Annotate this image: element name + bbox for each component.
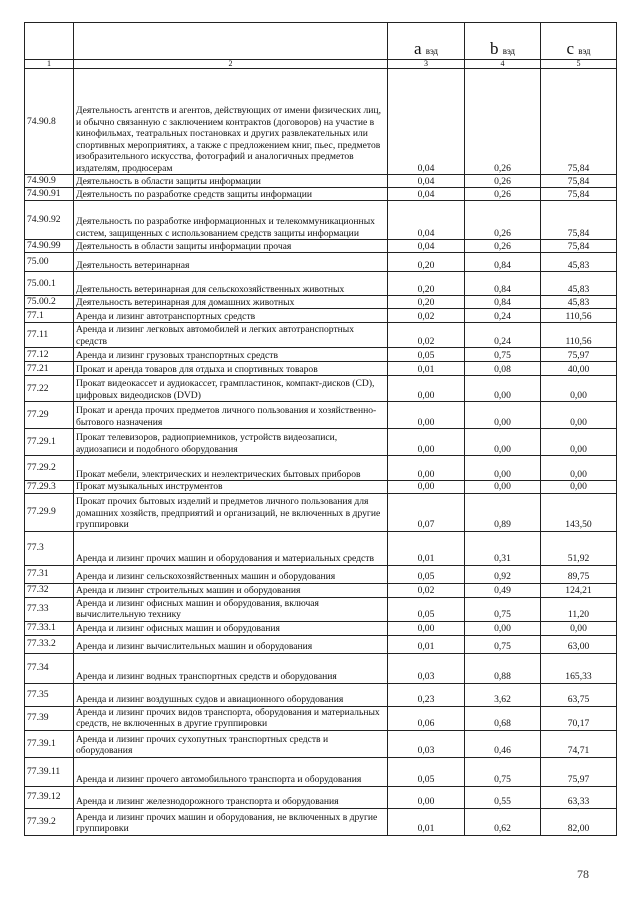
description-cell: Аренда и лизинг прочих видов транспорта, оборудования и материальных средств, не включенных в другие группировки [74, 706, 388, 730]
description-cell: Аренда и лизинг автотранспортных средств [74, 309, 388, 323]
code-cell: 77.12 [25, 348, 74, 362]
description-cell: Аренда и лизинг воздушных судов и авиационного оборудования [74, 683, 388, 706]
value-b-cell: 0,92 [465, 565, 541, 583]
code-cell: 77.39.11 [25, 757, 74, 786]
description-cell: Прокат телевизоров, радиоприемников, устройств видеозаписи, аудиозаписи и подобного оборудования [74, 429, 388, 456]
value-a-cell: 0,00 [388, 481, 465, 494]
value-c-cell: 75,84 [541, 240, 617, 253]
value-c-cell: 40,00 [541, 362, 617, 376]
code-cell: 77.39.1 [25, 730, 74, 757]
value-c-cell: 74,71 [541, 730, 617, 757]
value-b-cell: 0,00 [465, 376, 541, 402]
value-a-cell: 0,04 [388, 240, 465, 253]
table-row [25, 456, 617, 481]
value-c-cell: 89,75 [541, 565, 617, 583]
value-c-cell: 75,84 [541, 188, 617, 201]
table-row [25, 240, 617, 253]
code-cell: 75.00 [25, 253, 74, 272]
value-b-cell: 0,00 [465, 481, 541, 494]
code-cell: 74.90.8 [25, 69, 74, 175]
value-a-cell: 0,07 [388, 493, 465, 531]
description-cell: Аренда и лизинг легковых автомобилей и легких автотранспортных средств [74, 323, 388, 348]
description-cell: Прокат прочих бытовых изделий и предметов личного пользования для домашних хозяйств, предприятий и организаций, не включенных в другие группировки [74, 493, 388, 531]
value-c-cell: 75,97 [541, 348, 617, 362]
value-b-cell: 0,26 [465, 240, 541, 253]
code-cell: 77.39.12 [25, 786, 74, 808]
value-b-cell: 0,55 [465, 786, 541, 808]
value-a-cell: 0,20 [388, 272, 465, 296]
value-a-cell: 0,00 [388, 402, 465, 429]
value-b-cell: 0,26 [465, 201, 541, 240]
value-b-cell: 0,00 [465, 402, 541, 429]
value-a-cell: 0,03 [388, 730, 465, 757]
value-a-cell: 0,00 [388, 429, 465, 456]
value-b-cell: 0,00 [465, 456, 541, 481]
table-row [25, 757, 617, 786]
value-c-cell: 0,00 [541, 621, 617, 635]
table-row [25, 786, 617, 808]
value-b-cell: 3,62 [465, 683, 541, 706]
value-c-cell: 75,84 [541, 175, 617, 188]
value-c-cell: 75,84 [541, 69, 617, 175]
value-a-cell: 0,04 [388, 175, 465, 188]
header-row [25, 23, 617, 60]
code-cell: 77.32 [25, 583, 74, 597]
value-a-cell: 0,04 [388, 201, 465, 240]
header-col-b: b вэд [465, 23, 541, 60]
code-cell: 77.29.1 [25, 429, 74, 456]
code-cell: 77.35 [25, 683, 74, 706]
value-c-cell: 110,56 [541, 323, 617, 348]
description-cell: Аренда и лизинг прочих машин и оборудования и материальных средств [74, 531, 388, 565]
col-number: 3 [388, 60, 465, 69]
value-b-cell: 0,00 [465, 621, 541, 635]
value-a-cell: 0,20 [388, 296, 465, 309]
header-col-c: c вэд [541, 23, 617, 60]
value-b-cell: 0,84 [465, 296, 541, 309]
table-row [25, 296, 617, 309]
value-b-cell: 0,49 [465, 583, 541, 597]
code-cell: 77.3 [25, 531, 74, 565]
header-code-cell [25, 23, 74, 60]
description-cell: Прокат и аренда товаров для отдыха и спортивных товаров [74, 362, 388, 376]
value-b-cell: 0,26 [465, 69, 541, 175]
description-cell: Деятельность по разработке средств защиты информации [74, 188, 388, 201]
description-cell: Аренда и лизинг вычислительных машин и оборудования [74, 635, 388, 653]
code-cell: 77.33.2 [25, 635, 74, 653]
value-a-cell: 0,04 [388, 69, 465, 175]
header-col-a: a вэд [388, 23, 465, 60]
code-cell: 77.39 [25, 706, 74, 730]
value-c-cell: 70,17 [541, 706, 617, 730]
description-cell: Аренда и лизинг офисных машин и оборудования, включая вычислительную технику [74, 597, 388, 621]
description-cell: Аренда и лизинг прочего автомобильного транспорта и оборудования [74, 757, 388, 786]
table-row [25, 376, 617, 402]
code-cell: 77.21 [25, 362, 74, 376]
col-number: 1 [25, 60, 74, 69]
value-c-cell: 110,56 [541, 309, 617, 323]
code-cell: 77.29.9 [25, 493, 74, 531]
table-row [25, 201, 617, 240]
value-a-cell: 0,05 [388, 565, 465, 583]
code-cell: 77.11 [25, 323, 74, 348]
value-c-cell: 165,33 [541, 653, 617, 683]
value-c-cell: 0,00 [541, 402, 617, 429]
column-number-row [25, 60, 617, 69]
code-cell: 77.39.2 [25, 808, 74, 835]
value-a-cell: 0,05 [388, 348, 465, 362]
header-desc-cell [74, 23, 388, 60]
table-row [25, 272, 617, 296]
value-b-cell: 0,24 [465, 323, 541, 348]
description-cell: Прокат видеокассет и аудиокассет, грампластинок, компакт-дисков (CD), цифровых видеодисков (DVD) [74, 376, 388, 402]
table-row [25, 362, 617, 376]
value-c-cell: 0,00 [541, 481, 617, 494]
value-b-cell: 0,75 [465, 635, 541, 653]
description-cell: Деятельность ветеринарная [74, 253, 388, 272]
code-cell: 75.00.1 [25, 272, 74, 296]
value-b-cell: 0,62 [465, 808, 541, 835]
value-b-cell: 0,68 [465, 706, 541, 730]
value-c-cell: 0,00 [541, 429, 617, 456]
description-cell: Аренда и лизинг сельскохозяйственных машин и оборудования [74, 565, 388, 583]
value-c-cell: 11,20 [541, 597, 617, 621]
value-b-cell: 0,26 [465, 175, 541, 188]
table-row [25, 808, 617, 835]
table-row [25, 730, 617, 757]
description-cell: Аренда и лизинг строительных машин и оборудования [74, 583, 388, 597]
col-number: 5 [541, 60, 617, 69]
value-a-cell: 0,00 [388, 621, 465, 635]
table-row [25, 253, 617, 272]
value-a-cell: 0,06 [388, 706, 465, 730]
table-row [25, 309, 617, 323]
value-b-cell: 0,75 [465, 597, 541, 621]
value-a-cell: 0,01 [388, 362, 465, 376]
code-cell: 77.29.3 [25, 481, 74, 494]
col-number: 2 [74, 60, 388, 69]
code-cell: 74.90.92 [25, 201, 74, 240]
table-row [25, 706, 617, 730]
description-cell: Прокат и аренда прочих предметов личного пользования и хозяйственно-бытового назначения [74, 402, 388, 429]
value-a-cell: 0,20 [388, 253, 465, 272]
description-cell: Прокат мебели, электрических и неэлектрических бытовых приборов [74, 456, 388, 481]
table-row [25, 635, 617, 653]
value-c-cell: 75,97 [541, 757, 617, 786]
description-cell: Деятельность ветеринарная для сельскохозяйственных животных [74, 272, 388, 296]
value-a-cell: 0,00 [388, 456, 465, 481]
description-cell: Деятельность по разработке информационных и телекоммуникационных систем, защищенных с использованием средств защиты информации [74, 201, 388, 240]
value-a-cell: 0,00 [388, 786, 465, 808]
value-c-cell: 63,33 [541, 786, 617, 808]
table-row [25, 323, 617, 348]
table-row [25, 493, 617, 531]
value-a-cell: 0,00 [388, 376, 465, 402]
table-row [25, 402, 617, 429]
table-row [25, 69, 617, 175]
value-b-cell: 0,89 [465, 493, 541, 531]
table-row [25, 348, 617, 362]
code-cell: 74.90.9 [25, 175, 74, 188]
code-cell: 77.1 [25, 309, 74, 323]
table-row [25, 188, 617, 201]
value-a-cell: 0,04 [388, 188, 465, 201]
code-cell: 74.90.91 [25, 188, 74, 201]
code-cell: 77.22 [25, 376, 74, 402]
value-b-cell: 0,75 [465, 348, 541, 362]
code-cell: 77.31 [25, 565, 74, 583]
value-a-cell: 0,02 [388, 583, 465, 597]
table-row [25, 621, 617, 635]
code-cell: 77.29 [25, 402, 74, 429]
value-b-cell: 0,24 [465, 309, 541, 323]
value-a-cell: 0,02 [388, 323, 465, 348]
value-b-cell: 0,26 [465, 188, 541, 201]
table-row [25, 583, 617, 597]
value-c-cell: 0,00 [541, 456, 617, 481]
table-row [25, 481, 617, 494]
value-b-cell: 0,00 [465, 429, 541, 456]
value-b-cell: 0,08 [465, 362, 541, 376]
value-a-cell: 0,01 [388, 635, 465, 653]
description-cell: Аренда и лизинг водных транспортных средств и оборудования [74, 653, 388, 683]
description-cell: Аренда и лизинг офисных машин и оборудования [74, 621, 388, 635]
value-b-cell: 0,75 [465, 757, 541, 786]
value-c-cell: 124,21 [541, 583, 617, 597]
page-number: 78 [577, 867, 589, 881]
value-c-cell: 51,92 [541, 531, 617, 565]
table-row [25, 597, 617, 621]
code-cell: 74.90.99 [25, 240, 74, 253]
table-row [25, 175, 617, 188]
description-cell: Деятельность ветеринарная для домашних животных [74, 296, 388, 309]
value-a-cell: 0,01 [388, 531, 465, 565]
value-a-cell: 0,23 [388, 683, 465, 706]
value-c-cell: 45,83 [541, 272, 617, 296]
description-cell: Аренда и лизинг прочих машин и оборудования, не включенных в другие группировки [74, 808, 388, 835]
table-row [25, 429, 617, 456]
value-a-cell: 0,01 [388, 808, 465, 835]
value-c-cell: 0,00 [541, 376, 617, 402]
value-c-cell: 82,00 [541, 808, 617, 835]
table-row [25, 531, 617, 565]
code-cell: 77.33 [25, 597, 74, 621]
coefficient-table [24, 22, 617, 836]
value-a-cell: 0,05 [388, 597, 465, 621]
value-c-cell: 45,83 [541, 253, 617, 272]
code-cell: 75.00.2 [25, 296, 74, 309]
value-c-cell: 143,50 [541, 493, 617, 531]
description-cell: Деятельность в области защиты информации [74, 175, 388, 188]
value-a-cell: 0,05 [388, 757, 465, 786]
code-cell: 77.29.2 [25, 456, 74, 481]
value-c-cell: 63,00 [541, 635, 617, 653]
value-b-cell: 0,46 [465, 730, 541, 757]
value-c-cell: 45,83 [541, 296, 617, 309]
value-a-cell: 0,03 [388, 653, 465, 683]
value-b-cell: 0,88 [465, 653, 541, 683]
value-b-cell: 0,84 [465, 272, 541, 296]
value-c-cell: 75,84 [541, 201, 617, 240]
description-cell: Деятельность агентств и агентов, действующих от имени физических лиц, и обычно связанную с заключением контрактов (договоров) на участие в кинофильмах, театральных постановках и других развлекательных или спортивных мероприятиях, а также с предложением книг, пьес, предметов изобразительного искусства, фотографий и аналогичных предметов издателям, продюсерам [74, 69, 388, 175]
table-row [25, 565, 617, 583]
table-row [25, 683, 617, 706]
code-cell: 77.33.1 [25, 621, 74, 635]
value-c-cell: 63,75 [541, 683, 617, 706]
description-cell: Прокат музыкальных инструментов [74, 481, 388, 494]
code-cell: 77.34 [25, 653, 74, 683]
value-b-cell: 0,84 [465, 253, 541, 272]
description-cell: Аренда и лизинг прочих сухопутных транспортных средств и оборудования [74, 730, 388, 757]
value-a-cell: 0,02 [388, 309, 465, 323]
value-b-cell: 0,31 [465, 531, 541, 565]
description-cell: Деятельность в области защиты информации прочая [74, 240, 388, 253]
table-row [25, 653, 617, 683]
description-cell: Аренда и лизинг грузовых транспортных средств [74, 348, 388, 362]
col-number: 4 [465, 60, 541, 69]
description-cell: Аренда и лизинг железнодорожного транспорта и оборудования [74, 786, 388, 808]
